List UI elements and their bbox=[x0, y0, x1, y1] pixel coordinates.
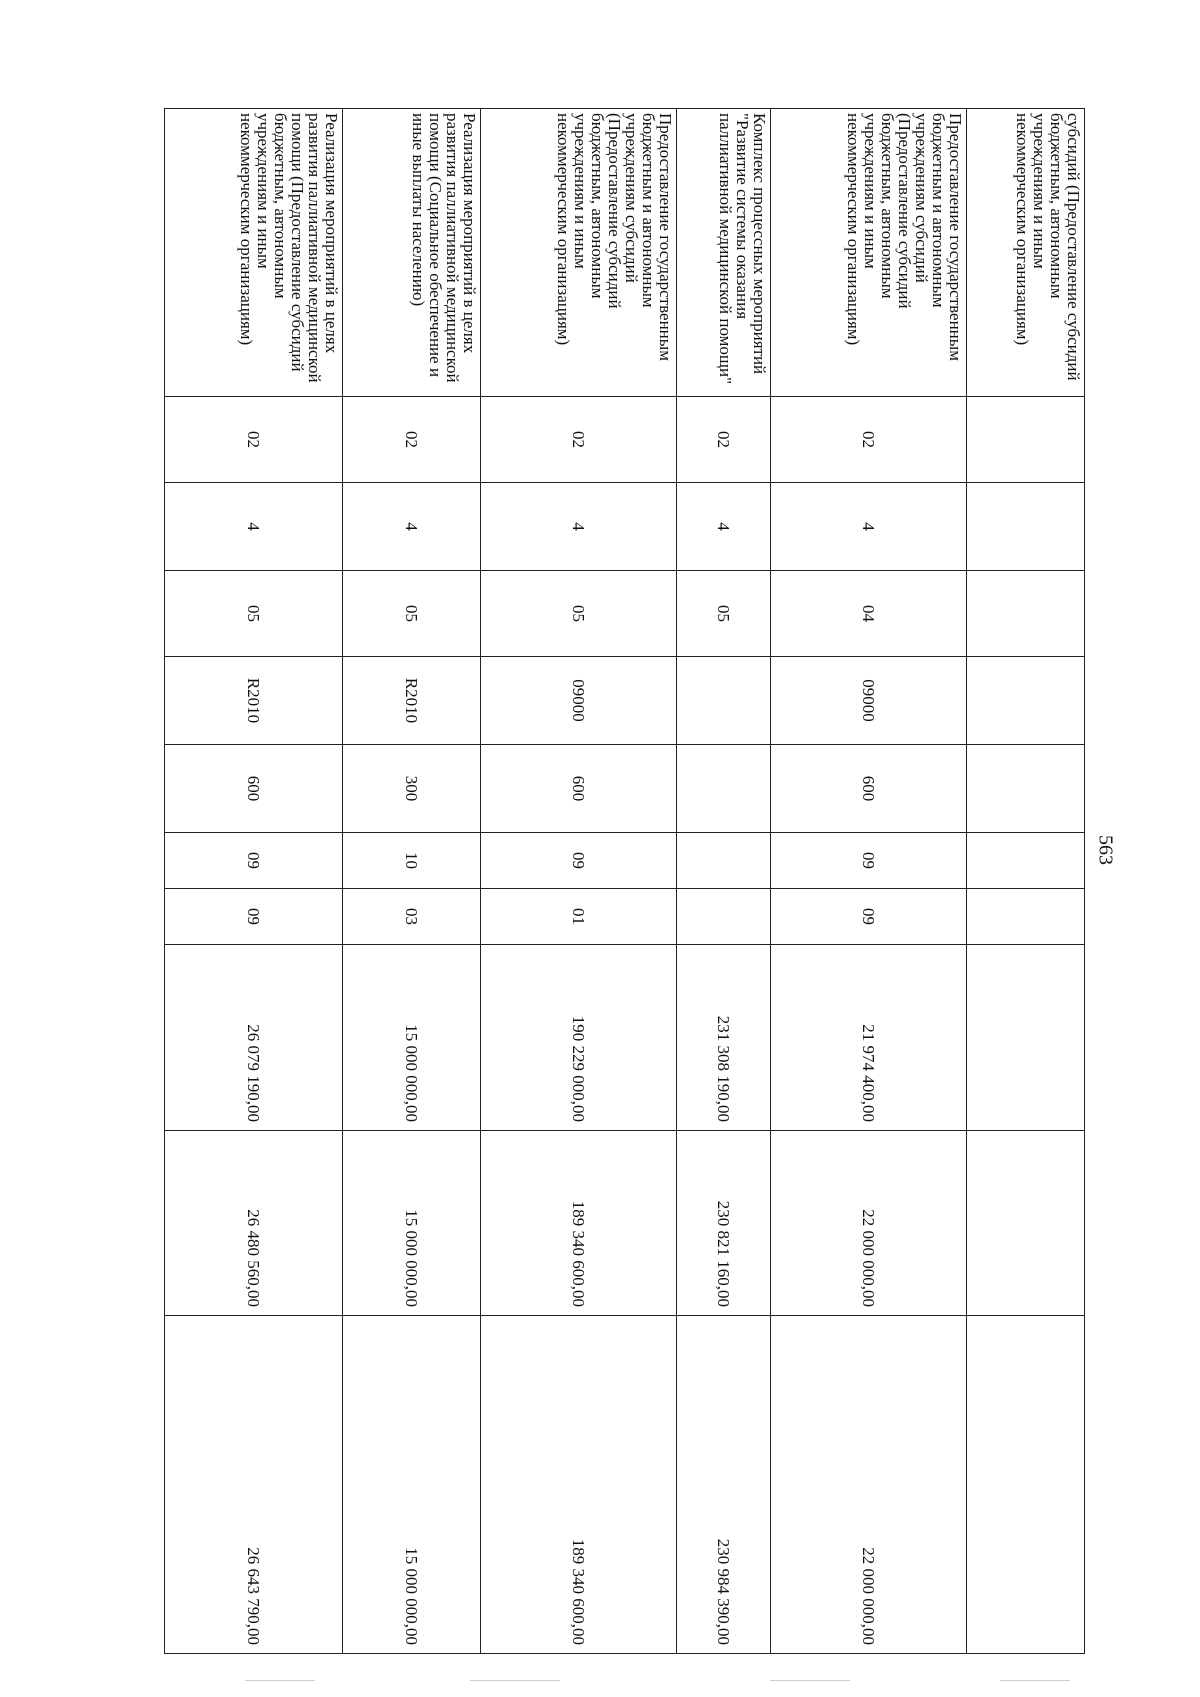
target-code-cell: R2010 bbox=[165, 657, 343, 745]
ministry-code-cell bbox=[967, 397, 1085, 483]
amount-year-1-cell: 26 079 190,00 bbox=[165, 945, 343, 1131]
razdel-cell bbox=[677, 833, 771, 889]
row-name-cell: Реализация мероприятий в целях развития паллиативной медицинской помощи (Предоставление субсидий бюджетным, автономным учреждениям и иным некоммерческим организациям) bbox=[165, 109, 343, 397]
table-row bbox=[967, 109, 1085, 1654]
razdel-cell: 09 bbox=[771, 833, 967, 889]
subsection-cell: 04 bbox=[771, 571, 967, 657]
subsection-cell: 05 bbox=[343, 571, 481, 657]
table-row bbox=[677, 109, 771, 1654]
ministry-code-cell: 02 bbox=[343, 397, 481, 483]
podrazdel-cell: 01 bbox=[481, 889, 677, 945]
scan-edge-marks bbox=[0, 1678, 1200, 1684]
subsection-cell bbox=[967, 571, 1085, 657]
row-name-cell: Реализация мероприятий в целях развития паллиативной медицинской помощи (Социальное обеспечение и иные выплаты населению) bbox=[343, 109, 481, 397]
amount-year-2-cell: 189 340 600,00 bbox=[481, 1131, 677, 1316]
amount-year-1-cell bbox=[967, 945, 1085, 1131]
podrazdel-cell: 09 bbox=[165, 889, 343, 945]
ministry-code-cell: 02 bbox=[165, 397, 343, 483]
razdel-cell: 09 bbox=[165, 833, 343, 889]
ministry-code-cell: 02 bbox=[677, 397, 771, 483]
amount-year-1-cell: 15 000 000,00 bbox=[343, 945, 481, 1131]
amount-year-2-cell bbox=[967, 1131, 1085, 1316]
subsection-cell: 05 bbox=[677, 571, 771, 657]
amount-year-1-cell: 231 308 190,00 bbox=[677, 945, 771, 1131]
amount-year-2-cell: 26 480 560,00 bbox=[165, 1131, 343, 1316]
razdel-cell: 10 bbox=[343, 833, 481, 889]
section-cell: 4 bbox=[771, 483, 967, 571]
row-name-cell: Предоставление государственным бюджетным и автономным учреждениям субсидий (Предоставление субсидий бюджетным, автономным учреждениям и иным некоммерческим организациям) bbox=[771, 109, 967, 397]
podrazdel-cell bbox=[677, 889, 771, 945]
podrazdel-cell bbox=[967, 889, 1085, 945]
podrazdel-cell: 03 bbox=[343, 889, 481, 945]
target-code-cell: 09000 bbox=[771, 657, 967, 745]
amount-year-2-cell: 230 821 160,00 bbox=[677, 1131, 771, 1316]
subsection-cell: 05 bbox=[165, 571, 343, 657]
amount-year-3-cell bbox=[967, 1316, 1085, 1654]
section-cell bbox=[967, 483, 1085, 571]
amount-year-1-cell: 21 974 400,00 bbox=[771, 945, 967, 1131]
section-cell: 4 bbox=[481, 483, 677, 571]
page-number: 563 bbox=[1094, 835, 1117, 865]
section-cell: 4 bbox=[165, 483, 343, 571]
expense-type-cell bbox=[967, 745, 1085, 833]
section-cell: 4 bbox=[677, 483, 771, 571]
row-name-cell: субсидий (Предоставление субсидий бюджетным, автономным учреждениям и иным некоммерческим организациям) bbox=[967, 109, 1085, 397]
razdel-cell bbox=[967, 833, 1085, 889]
row-name-cell: Комплекс процессных мероприятий "Развитие системы оказания паллиативной медицинской помощи" bbox=[677, 109, 771, 397]
ministry-code-cell: 02 bbox=[771, 397, 967, 483]
podrazdel-cell: 09 bbox=[771, 889, 967, 945]
subsection-cell: 05 bbox=[481, 571, 677, 657]
ministry-code-cell: 02 bbox=[481, 397, 677, 483]
amount-year-3-cell: 230 984 390,00 bbox=[677, 1316, 771, 1654]
table-row bbox=[165, 109, 343, 1654]
row-name-cell: Предоставление государственным бюджетным и автономным учреждениям субсидий (Предоставление субсидий бюджетным, автономным учреждениям и иным некоммерческим организациям) bbox=[481, 109, 677, 397]
target-code-cell: R2010 bbox=[343, 657, 481, 745]
table-row bbox=[481, 109, 677, 1654]
amount-year-3-cell: 26 643 790,00 bbox=[165, 1316, 343, 1654]
target-code-cell: 09000 bbox=[481, 657, 677, 745]
budget-table bbox=[164, 108, 1085, 1654]
amount-year-1-cell: 190 229 000,00 bbox=[481, 945, 677, 1131]
section-cell: 4 bbox=[343, 483, 481, 571]
table-row bbox=[771, 109, 967, 1654]
amount-year-3-cell: 15 000 000,00 bbox=[343, 1316, 481, 1654]
target-code-cell bbox=[677, 657, 771, 745]
expense-type-cell: 600 bbox=[481, 745, 677, 833]
amount-year-2-cell: 22 000 000,00 bbox=[771, 1131, 967, 1316]
amount-year-3-cell: 22 000 000,00 bbox=[771, 1316, 967, 1654]
amount-year-2-cell: 15 000 000,00 bbox=[343, 1131, 481, 1316]
expense-type-cell: 600 bbox=[771, 745, 967, 833]
target-code-cell bbox=[967, 657, 1085, 745]
expense-type-cell: 600 bbox=[165, 745, 343, 833]
razdel-cell: 09 bbox=[481, 833, 677, 889]
rotated-page-content bbox=[165, 108, 1085, 1653]
table-row bbox=[343, 109, 481, 1654]
expense-type-cell: 300 bbox=[343, 745, 481, 833]
amount-year-3-cell: 189 340 600,00 bbox=[481, 1316, 677, 1654]
expense-type-cell bbox=[677, 745, 771, 833]
